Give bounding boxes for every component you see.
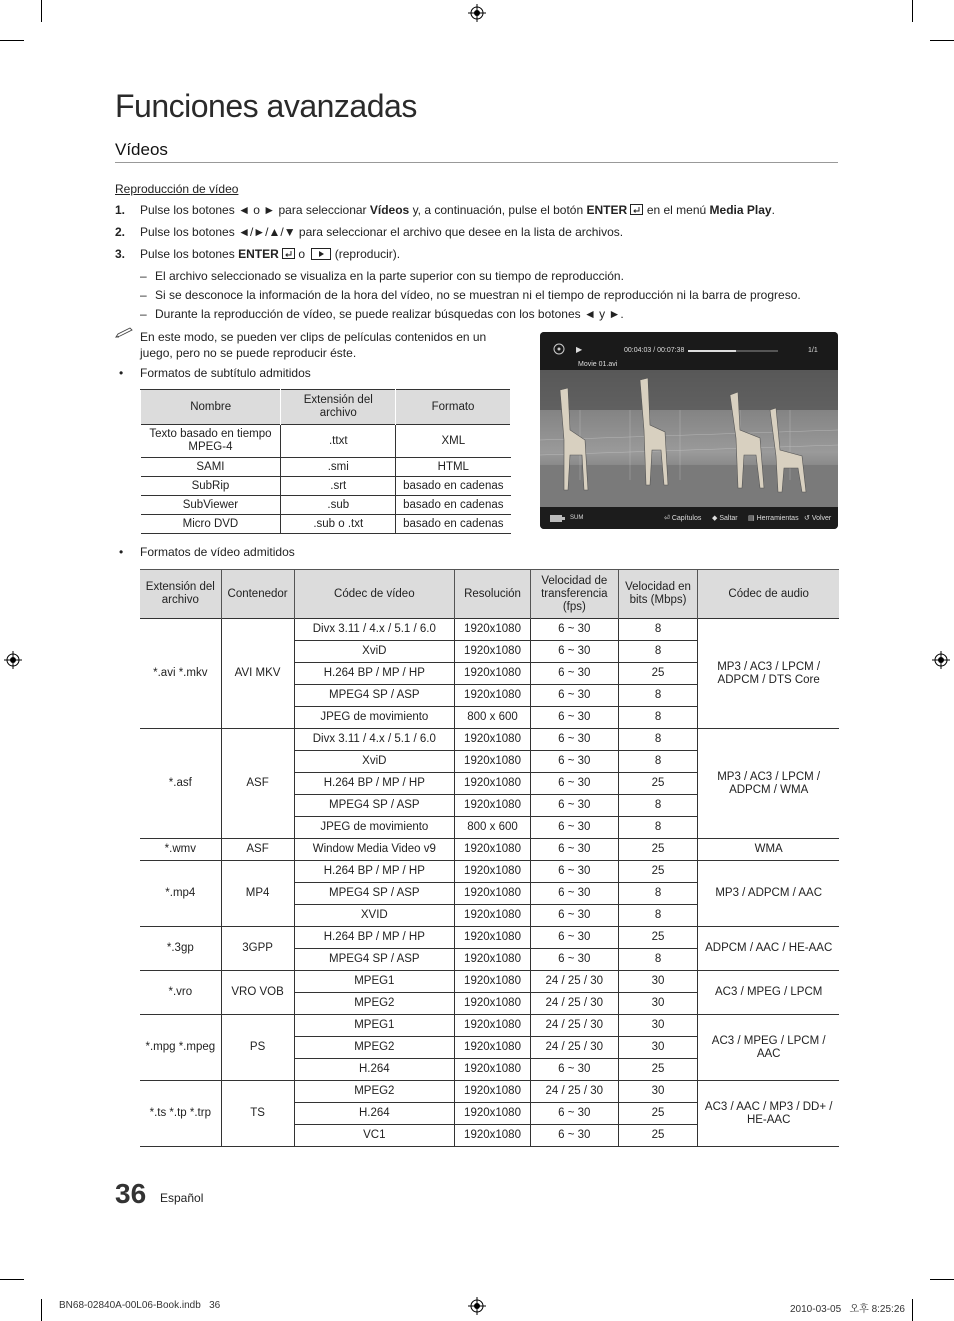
table-row (141, 477, 511, 496)
table-row (140, 861, 839, 883)
table-cell: 25 (618, 839, 698, 861)
table-cell: 30 (618, 1037, 698, 1059)
table-row (140, 619, 839, 641)
table-cell: 6 ~ 30 (530, 663, 618, 685)
table-cell: 25 (618, 773, 698, 795)
table-header: Códec de vídeo (294, 570, 455, 619)
table-cell: 25 (618, 1125, 698, 1147)
table-cell: WMA (698, 839, 839, 861)
table-cell: 1920x1080 (455, 773, 531, 795)
table-cell: PS (221, 1015, 294, 1081)
table-cell: MPEG1 (294, 971, 455, 993)
table-cell: HTML (396, 458, 511, 477)
table-row (141, 458, 511, 477)
giraffe-video-frame (540, 370, 838, 507)
table-cell: AC3 / AAC / MP3 / DD+ / HE-AAC (698, 1081, 839, 1147)
table-cell: XVID (294, 905, 455, 927)
table-header: Velocidad en bits (Mbps) (618, 570, 698, 619)
table-row (140, 839, 839, 861)
page-language: Español (160, 1191, 204, 1205)
table-cell: 1920x1080 (455, 729, 531, 751)
crop-mark (912, 0, 913, 22)
usb-device-icon (550, 514, 566, 523)
table-cell: 800 x 600 (455, 707, 531, 729)
table-cell: *.ts *.tp *.trp (140, 1081, 221, 1147)
table-cell: 25 (618, 927, 698, 949)
table-cell: 1920x1080 (455, 663, 531, 685)
table-cell: 30 (618, 1015, 698, 1037)
table-cell: H.264 BP / MP / HP (294, 927, 455, 949)
control-return[interactable]: ↺ Volver (804, 515, 832, 522)
table-cell: *.mp4 (140, 861, 221, 927)
control-tools[interactable]: ▤ Herramientas (748, 515, 799, 522)
table-cell: 1920x1080 (455, 1037, 531, 1059)
step-text: Pulse los botones ◄/►/▲/▼ para seleccionar el archivo que desee en la lista de archivos. (140, 225, 624, 239)
table-header: Extensión del archivo (140, 570, 221, 619)
table-cell: SubViewer (141, 496, 281, 515)
table-row (141, 496, 511, 515)
video-formats-bullet: Formatos de vídeo admitidos (140, 545, 295, 559)
step-number: 3. (115, 247, 126, 261)
enter-icon (282, 248, 295, 259)
print-file-info: BN68-02840A-00L06-Book.indb 36 (59, 1300, 221, 1311)
table-cell: H.264 (294, 1059, 455, 1081)
dash-mark: – (140, 288, 147, 302)
table-cell: 1920x1080 (455, 949, 531, 971)
media-play-screen (540, 332, 838, 529)
table-cell: .sub o .txt (281, 515, 396, 534)
table-cell: 1920x1080 (455, 751, 531, 773)
table-row (140, 927, 839, 949)
table-cell: 24 / 25 / 30 (530, 1081, 618, 1103)
table-cell: AC3 / MPEG / LPCM (698, 971, 839, 1015)
table-cell: JPEG de movimiento (294, 707, 455, 729)
table-cell: 1920x1080 (455, 883, 531, 905)
table-cell: H.264 BP / MP / HP (294, 773, 455, 795)
table-cell: Window Media Video v9 (294, 839, 455, 861)
table-cell: MP3 / AC3 / LPCM / ADPCM / DTS Core (698, 619, 839, 729)
table-header: Formato (396, 390, 511, 425)
table-cell: Divx 3.11 / 4.x / 5.1 / 6.0 (294, 729, 455, 751)
table-cell: 6 ~ 30 (530, 817, 618, 839)
bullet: • (119, 366, 124, 380)
table-cell: 6 ~ 30 (530, 1059, 618, 1081)
table-cell: SubRip (141, 477, 281, 496)
note-line: En este modo, se pueden ver clips de películas contenidos en un (140, 330, 487, 344)
table-cell: 25 (618, 861, 698, 883)
crop-mark (0, 1279, 24, 1280)
table-cell: 1920x1080 (455, 641, 531, 663)
table-cell: basado en cadenas (396, 477, 511, 496)
table-row (141, 515, 511, 534)
table-cell: ASF (221, 839, 294, 861)
table-header: Nombre (141, 390, 281, 425)
device-name: SUM (570, 515, 584, 521)
control-chapters[interactable]: ⏎ Capítulos (664, 515, 702, 522)
table-cell: 24 / 25 / 30 (530, 971, 618, 993)
table-cell: VRO VOB (221, 971, 294, 1015)
page-indicator: 1/1 (808, 347, 818, 354)
note-line: juego, pero no se puede reproducir éste. (140, 346, 357, 360)
table-cell: XviD (294, 751, 455, 773)
table-cell: MPEG2 (294, 1081, 455, 1103)
table-cell: MPEG4 SP / ASP (294, 795, 455, 817)
print-date-info: 2010-03-05 오후 8:25:26 (790, 1304, 905, 1315)
table-cell: AVI MKV (221, 619, 294, 729)
table-cell: 6 ~ 30 (530, 861, 618, 883)
crop-mark (0, 40, 24, 41)
table-header: Extensión del archivo (281, 390, 396, 425)
table-cell: .sub (281, 496, 396, 515)
playback-time: 00:04:03 / 00:07:38 (624, 347, 685, 354)
table-row (140, 729, 839, 751)
table-cell: 1920x1080 (455, 861, 531, 883)
table-cell: AC3 / MPEG / LPCM / AAC (698, 1015, 839, 1081)
table-cell: *.3gp (140, 927, 221, 971)
table-cell: 1920x1080 (455, 685, 531, 707)
table-cell: 6 ~ 30 (530, 883, 618, 905)
table-cell: 6 ~ 30 (530, 773, 618, 795)
table-cell: *.avi *.mkv (140, 619, 221, 729)
step-text: Pulse los botones ◄ o ► para seleccionar Vídeos y, a continuación, pulse el botón ENTER en el menú Media Play. (140, 203, 775, 217)
play-indicator-icon: ▶ (576, 345, 583, 354)
table-cell: MPEG2 (294, 993, 455, 1015)
table-cell: 30 (618, 971, 698, 993)
dash-mark: – (140, 307, 147, 321)
table-cell: 8 (618, 795, 698, 817)
table-cell: 24 / 25 / 30 (530, 993, 618, 1015)
table-cell: 1920x1080 (455, 795, 531, 817)
table-cell: 8 (618, 729, 698, 751)
table-cell: MP4 (221, 861, 294, 927)
table-cell: 24 / 25 / 30 (530, 1037, 618, 1059)
table-cell: *.asf (140, 729, 221, 839)
dash-item: Durante la reproducción de vídeo, se puede realizar búsquedas con los botones ◄ y ►. (155, 307, 624, 321)
table-header: Resolución (455, 570, 531, 619)
table-cell: XviD (294, 641, 455, 663)
table-cell: .srt (281, 477, 396, 496)
video-formats-table (140, 569, 839, 1147)
dash-mark: – (140, 269, 147, 283)
table-header: Contenedor (221, 570, 294, 619)
table-cell: 1920x1080 (455, 993, 531, 1015)
table-cell: MPEG4 SP / ASP (294, 685, 455, 707)
registration-mark-icon (468, 4, 486, 22)
table-cell: 3GPP (221, 927, 294, 971)
table-cell: 6 ~ 30 (530, 905, 618, 927)
pencil-note-icon (115, 327, 135, 339)
table-cell: basado en cadenas (396, 496, 511, 515)
table-cell: ADPCM / AAC / HE-AAC (698, 927, 839, 971)
table-cell: 8 (618, 883, 698, 905)
table-cell: H.264 BP / MP / HP (294, 663, 455, 685)
subtitle-formats-bullet: Formatos de subtítulo admitidos (140, 366, 311, 380)
table-cell: 1920x1080 (455, 1015, 531, 1037)
table-cell: 8 (618, 751, 698, 773)
table-row (140, 1015, 839, 1037)
table-cell: VC1 (294, 1125, 455, 1147)
table-cell: MPEG1 (294, 1015, 455, 1037)
table-cell: 6 ~ 30 (530, 839, 618, 861)
dash-item: Si se desconoce la información de la hora del vídeo, no se muestran ni el tiempo de reproducción ni la barra de progreso. (155, 288, 801, 302)
registration-mark-icon (468, 1297, 486, 1315)
table-row (140, 971, 839, 993)
table-cell: .ttxt (281, 425, 396, 458)
registration-mark-icon (4, 651, 22, 669)
chapter-title: Funciones avanzadas (115, 88, 417, 124)
registration-mark-icon (932, 651, 950, 669)
table-cell: 1920x1080 (455, 1081, 531, 1103)
table-cell: *.vro (140, 971, 221, 1015)
dash-item: El archivo seleccionado se visualiza en la parte superior con su tiempo de reproducción. (155, 269, 624, 283)
crop-mark (930, 40, 954, 41)
table-cell: 1920x1080 (455, 1059, 531, 1081)
table-cell: 30 (618, 993, 698, 1015)
film-reel-icon (552, 342, 568, 356)
enter-icon (630, 204, 643, 215)
table-cell: basado en cadenas (396, 515, 511, 534)
table-cell: 6 ~ 30 (530, 729, 618, 751)
table-cell: 1920x1080 (455, 905, 531, 927)
crop-mark (930, 1279, 954, 1280)
table-cell: Divx 3.11 / 4.x / 5.1 / 6.0 (294, 619, 455, 641)
table-cell: XML (396, 425, 511, 458)
table-cell: .smi (281, 458, 396, 477)
table-cell: H.264 (294, 1103, 455, 1125)
table-cell: 6 ~ 30 (530, 795, 618, 817)
table-cell: H.264 BP / MP / HP (294, 861, 455, 883)
table-cell: 8 (618, 817, 698, 839)
table-cell: 8 (618, 949, 698, 971)
table-cell: 30 (618, 1081, 698, 1103)
table-cell: MPEG4 SP / ASP (294, 949, 455, 971)
table-row (141, 425, 511, 458)
table-cell: *.wmv (140, 839, 221, 861)
table-cell: MPEG2 (294, 1037, 455, 1059)
table-cell: 6 ~ 30 (530, 619, 618, 641)
crop-mark (912, 1299, 913, 1321)
video-filename: Movie 01.avi (578, 361, 618, 368)
step-number: 1. (115, 203, 126, 217)
table-cell: MPEG4 SP / ASP (294, 883, 455, 905)
table-cell: 6 ~ 30 (530, 685, 618, 707)
table-cell: 1920x1080 (455, 1125, 531, 1147)
table-cell: MP3 / AC3 / LPCM / ADPCM / WMA (698, 729, 839, 839)
page-number: 36 (115, 1178, 147, 1209)
table-cell: 1920x1080 (455, 839, 531, 861)
table-cell: 6 ~ 30 (530, 927, 618, 949)
section-title: Vídeos (115, 140, 168, 159)
subtitle-formats-table (140, 389, 511, 534)
screen-top-bar (540, 332, 838, 370)
table-cell: 8 (618, 619, 698, 641)
table-cell: 1920x1080 (455, 927, 531, 949)
table-header: Códec de audio (698, 570, 839, 619)
table-cell: 6 ~ 30 (530, 751, 618, 773)
subheading: Reproducción de vídeo (115, 182, 239, 196)
table-cell: 6 ~ 30 (530, 641, 618, 663)
table-cell: 6 ~ 30 (530, 707, 618, 729)
table-row (140, 1081, 839, 1103)
screen-bottom-bar (540, 507, 838, 529)
progress-track (688, 350, 778, 352)
table-cell: 8 (618, 685, 698, 707)
control-skip[interactable]: ◆ Saltar (712, 515, 738, 522)
step-number: 2. (115, 225, 126, 239)
table-cell: 1920x1080 (455, 619, 531, 641)
step-text: Pulse los botones ENTER o (reproducir). (140, 247, 401, 261)
table-cell: Texto basado en tiempo MPEG-4 (141, 425, 281, 458)
table-cell: 6 ~ 30 (530, 1103, 618, 1125)
table-cell: 800 x 600 (455, 817, 531, 839)
table-header: Velocidad de transferencia (fps) (530, 570, 618, 619)
table-cell: 25 (618, 1059, 698, 1081)
table-cell: *.mpg *.mpeg (140, 1015, 221, 1081)
table-cell: 8 (618, 641, 698, 663)
table-cell: Micro DVD (141, 515, 281, 534)
table-cell: 6 ~ 30 (530, 1125, 618, 1147)
table-cell: 8 (618, 905, 698, 927)
table-cell: 8 (618, 707, 698, 729)
section-heading (115, 140, 838, 163)
table-cell: 25 (618, 1103, 698, 1125)
table-cell: JPEG de movimiento (294, 817, 455, 839)
bullet: • (119, 545, 124, 559)
table-cell: TS (221, 1081, 294, 1147)
table-cell: 25 (618, 663, 698, 685)
table-cell: ASF (221, 729, 294, 839)
crop-mark (41, 1299, 42, 1321)
table-cell: 1920x1080 (455, 1103, 531, 1125)
play-button-icon (311, 248, 331, 260)
table-cell: MP3 / ADPCM / AAC (698, 861, 839, 927)
crop-mark (41, 0, 42, 22)
table-cell: 6 ~ 30 (530, 949, 618, 971)
progress-fill (688, 350, 736, 352)
table-cell: SAMI (141, 458, 281, 477)
table-cell: 1920x1080 (455, 971, 531, 993)
table-cell: 24 / 25 / 30 (530, 1015, 618, 1037)
